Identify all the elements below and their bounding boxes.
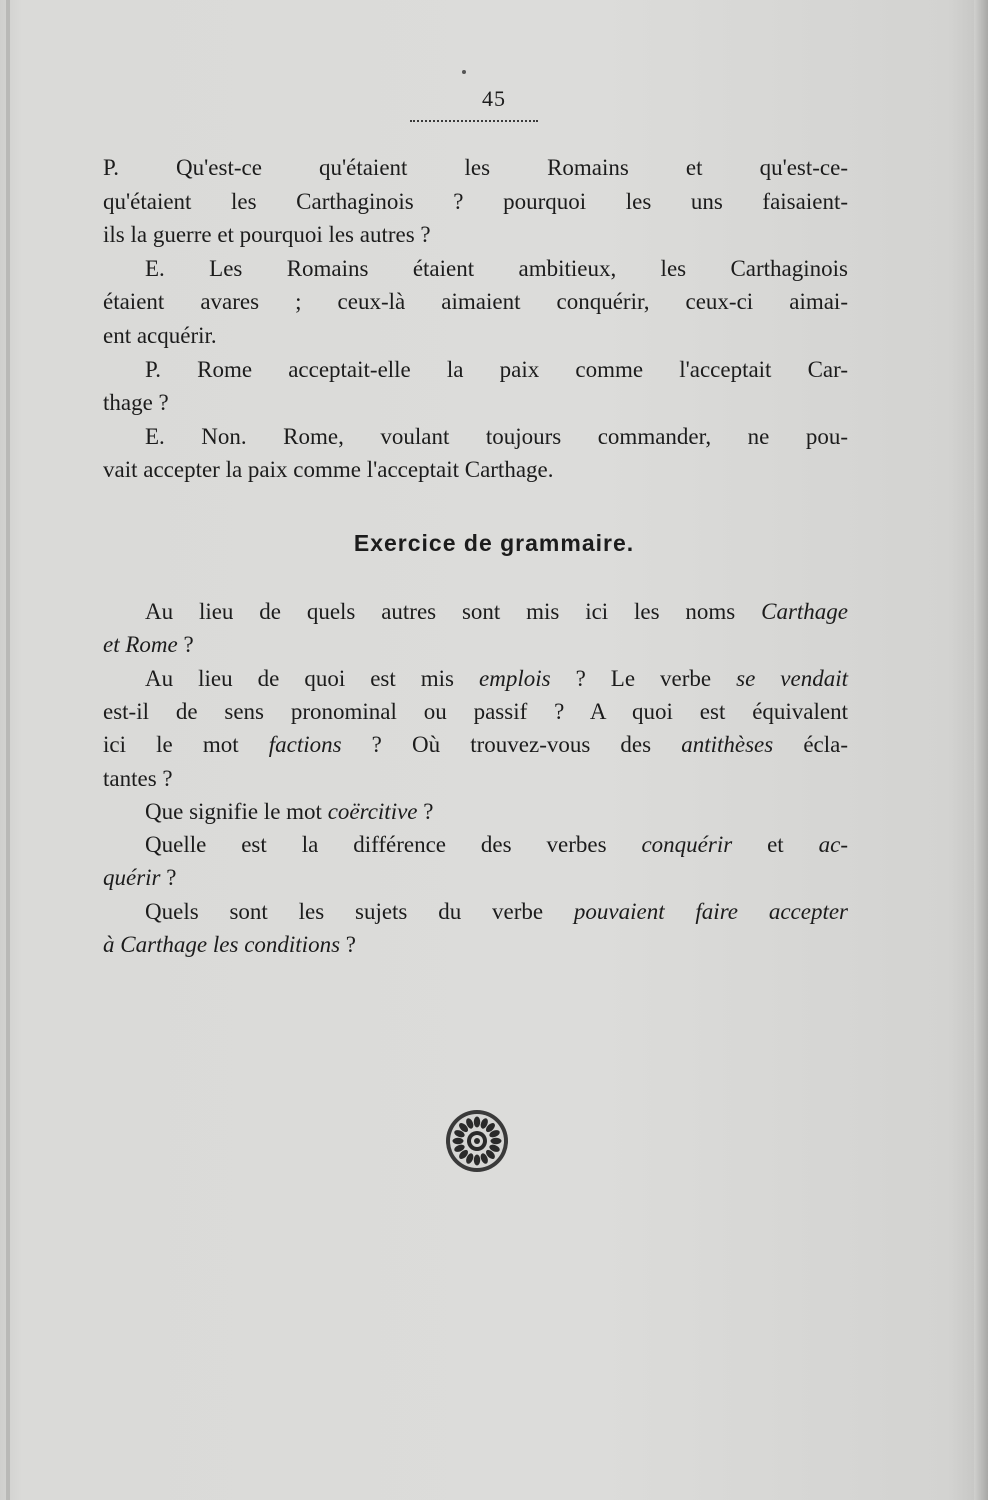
- text-run: Que signifie le mot: [145, 798, 328, 824]
- exercise-line: [103, 929, 848, 961]
- italic-term: antithèses: [681, 732, 774, 758]
- text-run: et: [732, 832, 819, 858]
- dialogue-line: [145, 253, 848, 285]
- italic-term: factions: [268, 732, 342, 758]
- italic-term: conquérir: [641, 832, 733, 858]
- exercise-line: [103, 729, 848, 761]
- ornament-petal: [474, 1155, 480, 1166]
- text-run: E. Non. Rome, voulant toujours commander, ne pou-: [145, 423, 848, 449]
- exercise-line: [145, 829, 848, 861]
- dialogue-line: [103, 320, 848, 352]
- text-run: ? Le verbe: [550, 665, 737, 691]
- text-run: ent acquérir.: [103, 323, 217, 348]
- page-number-rule: [410, 120, 538, 122]
- text-run: ?: [177, 632, 194, 658]
- italic-term: et Rome: [103, 632, 178, 658]
- ornament-petal: [474, 1117, 480, 1128]
- flower-ornament-icon: [444, 1108, 510, 1174]
- italic-term: coërcitive: [327, 798, 418, 824]
- dialogue-line: [103, 152, 848, 184]
- text-run: Quels sont les sujets du verbe: [145, 898, 574, 924]
- page-edge: [974, 0, 988, 1500]
- text-run: ici le mot: [103, 732, 269, 758]
- dialogue-line: [103, 387, 848, 419]
- ornament-petal: [453, 1138, 464, 1144]
- text-run: ? Où trouvez-vous des: [341, 732, 682, 758]
- text-run: E. Les Romains étaient ambitieux, les Carthaginois: [145, 255, 848, 281]
- text-run: Au lieu de quoi est mis: [145, 665, 480, 691]
- italic-term: à Carthage les conditions: [103, 932, 341, 957]
- italic-term: ac-: [818, 832, 848, 858]
- dialogue-line: [103, 286, 848, 318]
- text-run: qu'étaient les Carthaginois ? pourquoi les uns faisaient-: [103, 188, 848, 214]
- text-run: ils la guerre et pourquoi les autres ?: [103, 222, 431, 248]
- dialogue-line: [103, 186, 848, 218]
- italic-term: quérir: [103, 865, 161, 891]
- ornament-petal: [491, 1138, 502, 1144]
- italic-term: pouvaient faire accepter: [573, 898, 848, 924]
- text-run: P. Rome acceptait-elle la paix comme l'acceptait Car-: [145, 356, 848, 382]
- dialogue-line: [145, 421, 848, 453]
- exercise-line: [103, 862, 848, 894]
- italic-term: Carthage: [761, 599, 848, 624]
- page-gutter: [6, 0, 10, 1500]
- dialogue-line: [103, 219, 848, 251]
- text-run: écla-: [773, 732, 848, 758]
- exercise-line: [103, 629, 848, 661]
- dialogue-line: [103, 454, 848, 486]
- text-run: est-il de sens pronominal ou passif ? A quoi est équivalent: [103, 698, 848, 724]
- exercise-line: [145, 896, 848, 928]
- italic-term: emplois: [479, 665, 551, 691]
- italic-term: se vendait: [736, 665, 849, 691]
- exercise-line: [103, 763, 848, 795]
- dialogue-line: [145, 354, 848, 386]
- text-run: Au lieu de quels autres sont mis ici les noms: [145, 599, 762, 624]
- exercise-line: [145, 796, 848, 828]
- section-heading: Exercice de grammaire.: [353, 530, 635, 556]
- text-run: ?: [160, 865, 177, 891]
- text-run: thage ?: [103, 390, 169, 416]
- exercise-line: [145, 596, 848, 628]
- page-number: 45: [482, 86, 506, 111]
- text-run: P. Qu'est-ce qu'étaient les Romains et qu'est-ce-: [103, 155, 848, 180]
- text-run: tantes ?: [103, 765, 173, 791]
- text-run: vait accepter la paix comme l'acceptait Carthage.: [103, 457, 554, 483]
- text-run: Quelle est la différence des verbes: [145, 832, 642, 858]
- text-run: ?: [417, 798, 434, 824]
- exercise-line: [103, 696, 848, 728]
- exercise-line: [145, 663, 848, 695]
- text-run: ?: [340, 932, 356, 957]
- ink-speck: [462, 70, 466, 74]
- text-run: étaient avares ; ceux-là aimaient conquérir, ceux-ci aimai-: [103, 289, 848, 315]
